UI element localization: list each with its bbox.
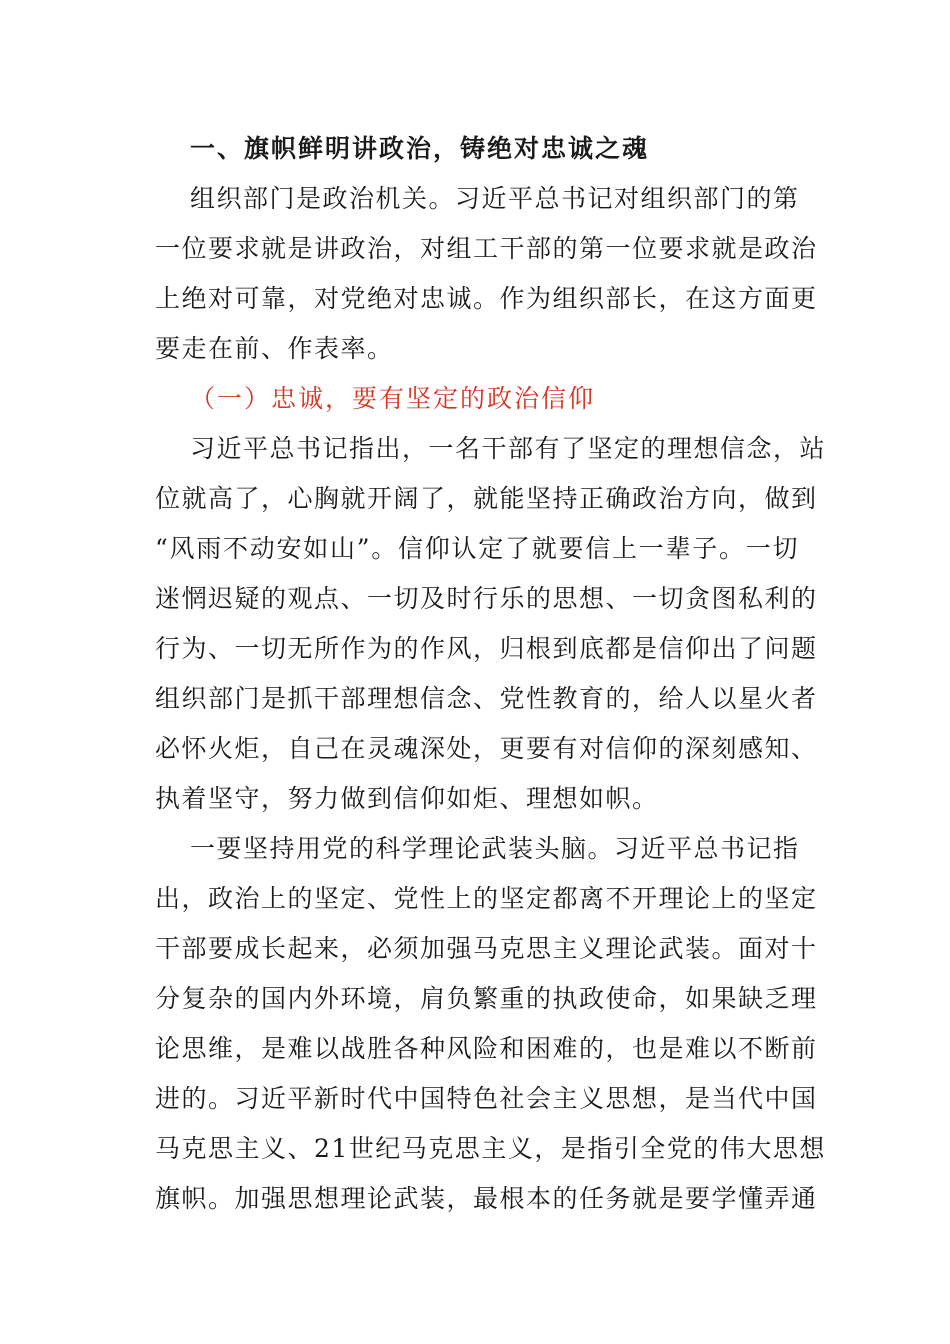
document-body — [155, 124, 827, 1224]
paragraph-line: 迷惘迟疑的观点、一切及时行乐的思想、一切贪图私利的 — [155, 584, 818, 613]
paragraph-line: 干部要成长起来，必须加强马克思主义理论武装。面对十 — [155, 934, 818, 963]
paragraph-line: 习近平总书记指出，一名干部有了坚定的理想信念，站 — [190, 434, 827, 463]
paragraph-line: 上绝对可靠，对党绝对忠诚。作为组织部长，在这方面更 — [155, 284, 818, 313]
paragraph-line: 位就高了，心胸就开阔了，就能坚持正确政治方向，做到 — [155, 484, 818, 513]
paragraph-line: 马克思主义、21世纪马克思主义，是指引全党的伟大思想 — [155, 1134, 826, 1163]
paragraph-line: 必怀火炬，自己在灵魂深处，更要有对信仰的深刻感知、 — [155, 734, 818, 763]
paragraph-line: 出，政治上的坚定、党性上的坚定都离不开理论上的坚定 — [155, 884, 818, 913]
paragraph-line: 论思维，是难以战胜各种风险和困难的，也是难以不断前 — [155, 1034, 818, 1063]
paragraph-line: 进的。习近平新时代中国特色社会主义思想，是当代中国 — [155, 1084, 818, 1113]
paragraph-line: 组织部门是抓干部理想信念、党性教育的，给人以星火者 — [155, 684, 818, 713]
section-heading: 一、旗帜鲜明讲政治，铸绝对忠诚之魂 — [190, 134, 650, 163]
paragraph-line: 一要坚持用党的科学理论武装头脑。习近平总书记指 — [190, 834, 800, 863]
paragraph-line: 要走在前、作表率。 — [155, 334, 394, 363]
subsection-heading: （一）忠诚，要有坚定的政治信仰 — [190, 384, 596, 413]
paragraph-line: 组织部门是政治机关。习近平总书记对组织部门的第 — [190, 184, 800, 213]
paragraph-line: 一位要求就是讲政治，对组工干部的第一位要求就是政治 — [155, 234, 818, 263]
paragraph-line: 执着坚守，努力做到信仰如炬、理想如帜。 — [155, 784, 659, 813]
paragraph-line: 旗帜。加强思想理论武装，最根本的任务就是要学懂弄通 — [155, 1184, 818, 1213]
paragraph-line: “风雨不动安如山”。信仰认定了就要信上一辈子。一切 — [155, 534, 799, 563]
paragraph-line: 行为、一切无所作为的作风，归根到底都是信仰出了问题 — [155, 634, 818, 663]
paragraph-line: 分复杂的国内外环境，肩负繁重的执政使命，如果缺乏理 — [155, 984, 818, 1013]
